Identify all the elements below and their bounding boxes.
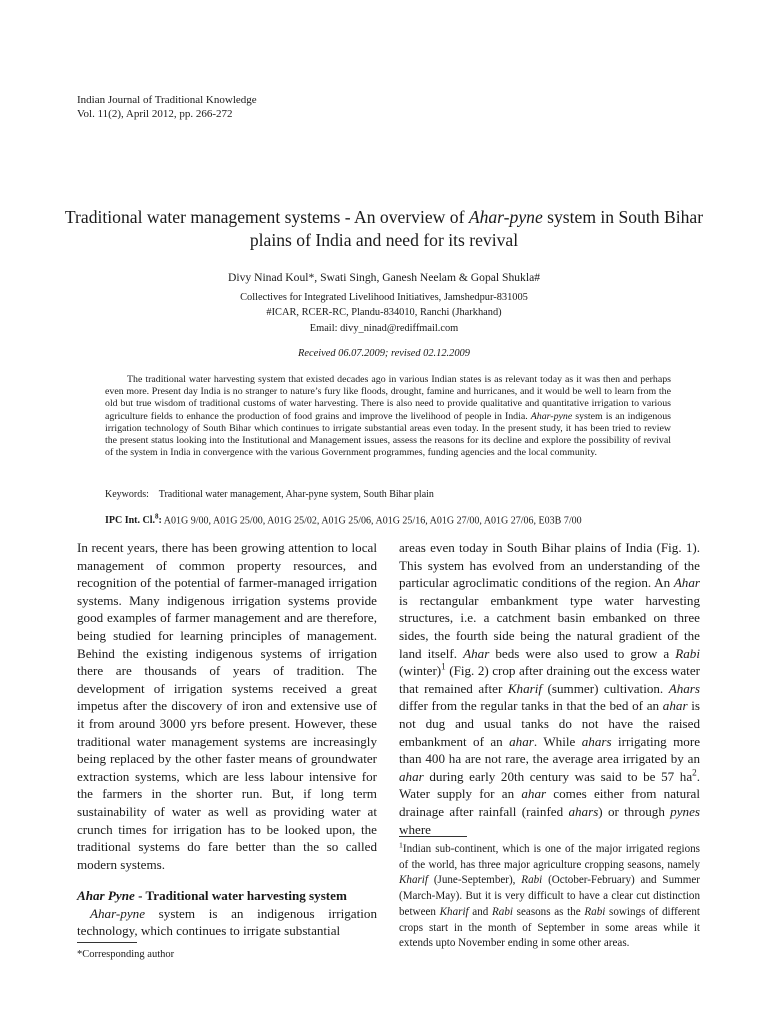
footnote-divider-left: [77, 942, 137, 943]
abstract: [105, 374, 671, 459]
body-right-column: [399, 539, 700, 838]
section-heading: Ahar Pyne - Traditional water harvesting system: [77, 888, 347, 904]
ipc-classification: [105, 511, 705, 527]
affiliation-2: #ICAR, RCER-RC, Plandu-834010, Ranchi (Jharkhand): [266, 307, 502, 319]
body-left-column: [77, 539, 377, 940]
title-italic: Ahar-pyne: [468, 207, 543, 227]
footnote-divider-right: [399, 836, 467, 837]
author-list: Divy Ninad Koul*, Swati Singh, Ganesh Neelam & Gopal Shukla#: [227, 271, 541, 284]
section-paragraph: Ahar-pyne system is an indigenous irrigation technology, which continues to irrigate substantial: [77, 905, 377, 939]
keywords-text: Traditional water management, Ahar-pyne system, South Bihar plain: [158, 489, 434, 500]
journal-volume: Vol. 11(2), April 2012, pp. 266-272: [77, 108, 233, 120]
ipc-label: IPC Int. Cl.$^8$:: [105, 513, 162, 527]
affiliation-1: Collectives for Integrated Livelihood Initiatives, Jamshedpur-831005: [240, 292, 528, 303]
received-dates: Received 06.07.2009; revised 02.12.2009: [298, 348, 470, 359]
footnote-1: $^1$Indian sub-continent, which is one of the major irrigated regions of the world, has three major agriculture cropping seasons, namely Kharif (June-September), Rabi (October-February) and Summer (March-May). But it is very difficult to have a clear cut distinction between Kharif and Rabi seasons as the Rabi sowings of different crops start in the month of September in some areas while it extends upto November ending in some other areas.: [399, 840, 700, 950]
keywords: [105, 488, 671, 501]
abstract-text-1: The traditional water harvesting system that existed decades ago in various Indian states is as relevant today as it was then and perhaps even more. Present day India is no stranger to nature’s fury like floods, drought, famine and hurricanes, and it would be well to learn from the old but true wisdom of traditional customs of water harvesting. There is also need to provide qualitative and quantitative irrigation to various agriculture fields to enhance the production of food grains and improve the livelihood of people in India.: [105, 374, 671, 422]
journal-name: Indian Journal of Traditional Knowledge: [77, 94, 257, 106]
affiliations: [0, 290, 768, 336]
paper-title: [60, 206, 708, 252]
title-text-1: Traditional water management systems - An overview of: [64, 207, 469, 227]
intro-paragraph: In recent years, there has been growing attention to local management of common property resources, and recognition of the potential of farmer-managed irrigation systems. Many indigenous irrigation systems provide good examples of farmer management and are therefore, being studied for learning principles of management. Behind the existing indigenous systems of irrigation there are thousands of years of tradition. The development of irrigation systems received a great impetus after the discovery of iron and extensive use of it from around 3000 yrs before present. However, these traditional water management systems are increasingly being replaced by the other faster means of groundwater extraction systems, which are less labour intensive for the farmers in the shorter run. But, if long term sustainability of water as well as providing water at crunch times for irrigation has to be looked upon, the traditional systems do fare better than the so called modern systems.: [77, 540, 377, 872]
abstract-italic: Ahar-pyne: [530, 410, 573, 422]
keywords-label: Keywords:: [105, 489, 149, 500]
abstract-text-2: system is an indigenous irrigation technology of South Bihar which continues to irrigate substantial areas even today. In the present study, it has been tried to review the present status looking into the Institutional and Management issues, assess the reasons for its decline and explore the possibility of revival of the system in India in convergence with the various Government programmes, funding agencies and the local community.: [105, 410, 671, 459]
author-email: Email: divy_ninad@rediffmail.com: [309, 322, 459, 334]
corresponding-author-note: *Corresponding author: [77, 949, 175, 960]
ipc-codes: A01G 9/00, A01G 25/00, A01G 25/02, A01G 25/06, A01G 25/16, A01G 27/00, A01G 27/06, E03B 7/00: [161, 515, 582, 527]
title-text-2: system in South Bihar plains of India and need for its revival: [249, 207, 704, 250]
journal-header: [77, 93, 257, 121]
right-paragraph: areas even today in South Bihar plains of India (Fig. 1). This system has evolved from an understanding of the particular agroclimatic conditions of the region. An Ahar is rectangular embankment type water harvesting structures, i.e. a catchment basin embanked on three sides, the fourth side being the natural gradient of the land itself. Ahar beds were also used to grow a Rabi (winter)$^1$ (Fig. 2) crop after draining out the excess water that remained after Kharif (summer) cultivation. Ahars differ from the regular tanks in that the bed of an ahar is not dug and usual tanks do not have the raised embankment of an ahar. While ahars irrigating more than 400 ha are not rare, the average area irrigated by an ahar during early 20th century was said to be 57 $ha^2$. Water supply for an ahar comes either from natural drainage after rainfall (rainfed ahars) or through pynes where: [399, 540, 701, 837]
